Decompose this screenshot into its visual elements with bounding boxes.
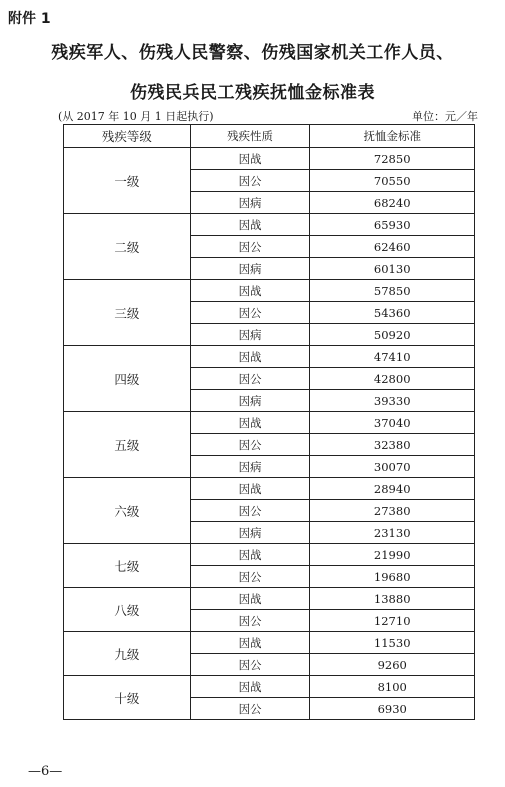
pension-amount-cell: 68240 bbox=[310, 192, 475, 214]
table-row bbox=[64, 148, 475, 170]
document-title-line2: 伤残民兵民工残疾抚恤金标准表 bbox=[130, 83, 375, 103]
pension-amount-cell: 9260 bbox=[310, 654, 475, 676]
disability-level-cell: 九级 bbox=[64, 632, 191, 676]
table-body bbox=[64, 148, 475, 720]
pension-amount-cell: 62460 bbox=[310, 236, 475, 258]
table-row bbox=[64, 632, 475, 654]
table-row bbox=[64, 588, 475, 610]
pension-amount-cell: 13880 bbox=[310, 588, 475, 610]
disability-nature-cell: 因病 bbox=[190, 456, 310, 478]
disability-nature-cell: 因战 bbox=[190, 214, 310, 236]
pension-amount-cell: 21990 bbox=[310, 544, 475, 566]
table-row bbox=[64, 280, 475, 302]
disability-level-cell: 一级 bbox=[64, 148, 191, 214]
pension-amount-cell: 37040 bbox=[310, 412, 475, 434]
disability-nature-cell: 因公 bbox=[190, 302, 310, 324]
attachment-label: 附件 1 bbox=[8, 11, 51, 27]
pension-amount-cell: 27380 bbox=[310, 500, 475, 522]
disability-level-cell: 六级 bbox=[64, 478, 191, 544]
disability-nature-cell: 因公 bbox=[190, 434, 310, 456]
pension-amount-cell: 30070 bbox=[310, 456, 475, 478]
pension-amount-cell: 23130 bbox=[310, 522, 475, 544]
pension-amount-cell: 8100 bbox=[310, 676, 475, 698]
pension-standard-table bbox=[63, 124, 475, 720]
disability-nature-cell: 因战 bbox=[190, 280, 310, 302]
disability-nature-cell: 因战 bbox=[190, 676, 310, 698]
pension-amount-cell: 60130 bbox=[310, 258, 475, 280]
disability-nature-cell: 因病 bbox=[190, 192, 310, 214]
disability-nature-cell: 因公 bbox=[190, 566, 310, 588]
page-number: —6— bbox=[28, 764, 63, 779]
disability-level-cell: 七级 bbox=[64, 544, 191, 588]
table-row bbox=[64, 346, 475, 368]
disability-nature-cell: 因公 bbox=[190, 170, 310, 192]
disability-nature-cell: 因战 bbox=[190, 346, 310, 368]
table-row bbox=[64, 214, 475, 236]
disability-nature-cell: 因公 bbox=[190, 368, 310, 390]
disability-nature-cell: 因病 bbox=[190, 522, 310, 544]
effective-date-note: (从 2017 年 10 月 1 日起执行) bbox=[58, 110, 214, 123]
disability-level-cell: 四级 bbox=[64, 346, 191, 412]
subtitle-line bbox=[58, 108, 478, 124]
disability-nature-cell: 因公 bbox=[190, 654, 310, 676]
pension-amount-cell: 19680 bbox=[310, 566, 475, 588]
pension-amount-cell: 54360 bbox=[310, 302, 475, 324]
table-row bbox=[64, 412, 475, 434]
document-title-line1: 残疾军人、伤残人民警察、伤残国家机关工作人员、 bbox=[51, 43, 454, 63]
disability-level-cell: 二级 bbox=[64, 214, 191, 280]
disability-level-cell: 五级 bbox=[64, 412, 191, 478]
disability-nature-cell: 因战 bbox=[190, 544, 310, 566]
pension-amount-cell: 11530 bbox=[310, 632, 475, 654]
column-header-amount: 抚恤金标准 bbox=[310, 125, 475, 148]
disability-nature-cell: 因公 bbox=[190, 236, 310, 258]
disability-nature-cell: 因战 bbox=[190, 588, 310, 610]
pension-amount-cell: 32380 bbox=[310, 434, 475, 456]
disability-level-cell: 八级 bbox=[64, 588, 191, 632]
pension-amount-cell: 70550 bbox=[310, 170, 475, 192]
pension-amount-cell: 57850 bbox=[310, 280, 475, 302]
disability-nature-cell: 因公 bbox=[190, 698, 310, 720]
disability-level-cell: 三级 bbox=[64, 280, 191, 346]
disability-level-cell: 十级 bbox=[64, 676, 191, 720]
pension-amount-cell: 28940 bbox=[310, 478, 475, 500]
table-row bbox=[64, 676, 475, 698]
column-header-level: 残疾等级 bbox=[64, 125, 191, 148]
disability-nature-cell: 因公 bbox=[190, 500, 310, 522]
table-header-row bbox=[64, 125, 475, 148]
pension-amount-cell: 50920 bbox=[310, 324, 475, 346]
disability-nature-cell: 因战 bbox=[190, 412, 310, 434]
unit-note: 单位：元／年 bbox=[412, 110, 478, 123]
disability-nature-cell: 因战 bbox=[190, 478, 310, 500]
pension-amount-cell: 65930 bbox=[310, 214, 475, 236]
table-row bbox=[64, 478, 475, 500]
disability-nature-cell: 因病 bbox=[190, 258, 310, 280]
disability-nature-cell: 因病 bbox=[190, 390, 310, 412]
pension-amount-cell: 12710 bbox=[310, 610, 475, 632]
disability-nature-cell: 因公 bbox=[190, 610, 310, 632]
disability-nature-cell: 因战 bbox=[190, 632, 310, 654]
column-header-nature: 残疾性质 bbox=[190, 125, 310, 148]
pension-amount-cell: 72850 bbox=[310, 148, 475, 170]
disability-nature-cell: 因病 bbox=[190, 324, 310, 346]
pension-amount-cell: 39330 bbox=[310, 390, 475, 412]
pension-amount-cell: 6930 bbox=[310, 698, 475, 720]
table-row bbox=[64, 544, 475, 566]
disability-nature-cell: 因战 bbox=[190, 148, 310, 170]
pension-amount-cell: 47410 bbox=[310, 346, 475, 368]
pension-amount-cell: 42800 bbox=[310, 368, 475, 390]
